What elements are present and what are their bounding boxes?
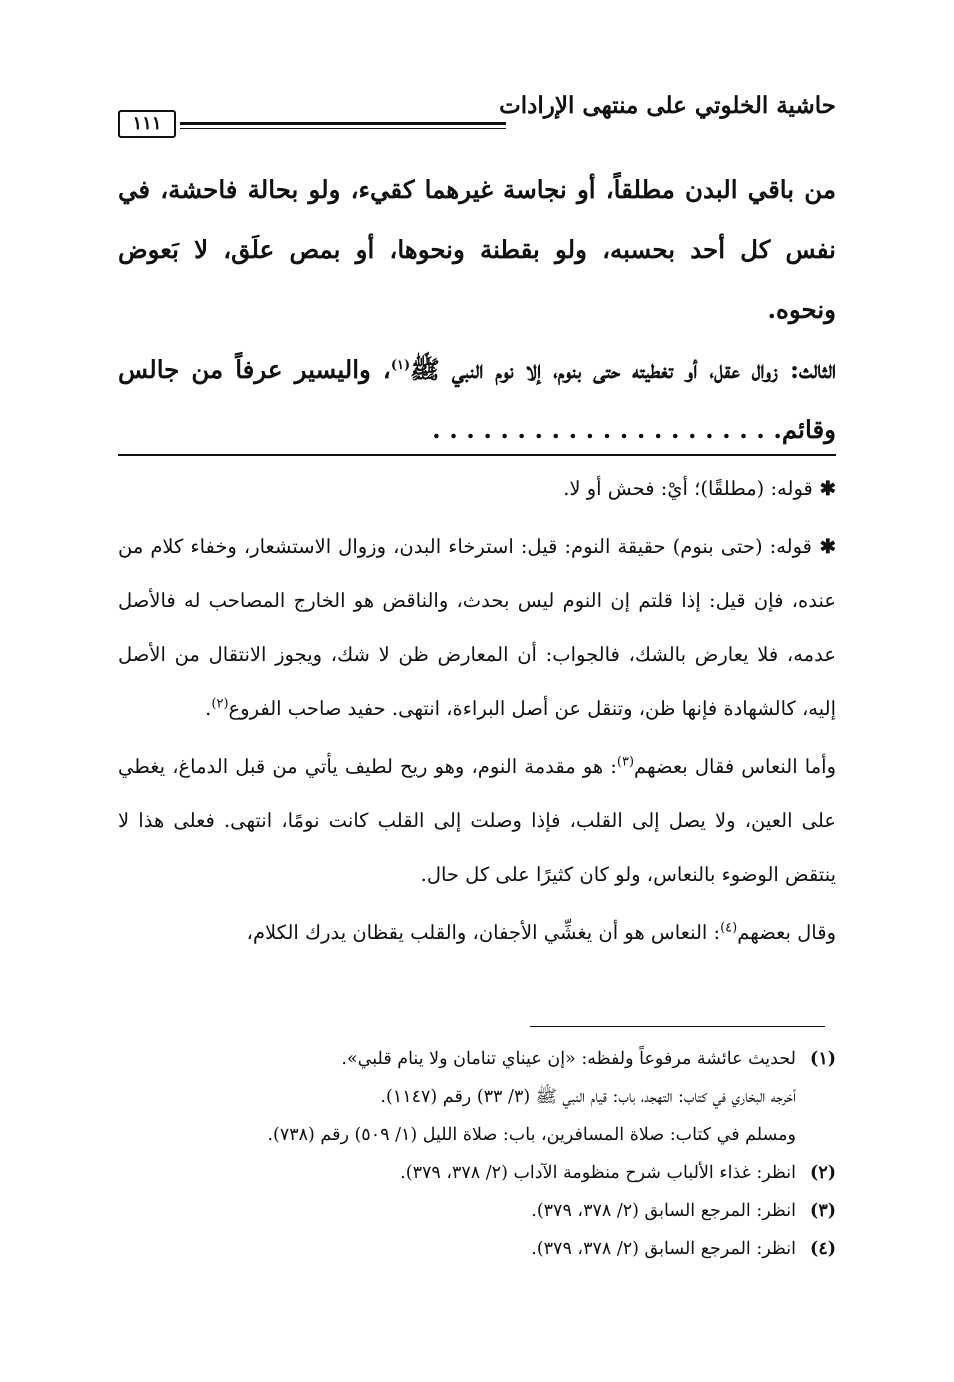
footnote-4 bbox=[118, 1230, 836, 1268]
commentary-2 bbox=[118, 520, 836, 736]
footnote-ref-2: (٢) bbox=[211, 696, 229, 712]
footnote-2-text: انظر: غذاء الألباب شرح منظومة الآداب (٢/ ٣٧٨، ٣٧٩). bbox=[400, 1163, 796, 1183]
commentary-4 bbox=[118, 906, 836, 960]
main-paragraph-1: من باقي البدن مطلقاً، أو نجاسة غيرهما كقيء، ولو بحالة فاحشة، في نفس كل أحد بحسبه، ولو بقطنة ونحوها، أو بمص علَق، لا بَعوض ونحوه. bbox=[118, 175, 836, 324]
separator-rule bbox=[118, 454, 836, 456]
dotted-leader: . . . . . . . . . . . . . . . . . . . . . bbox=[432, 415, 782, 444]
main-paragraph-2-rest: ، واليسير عرفاً من جالس وقائم bbox=[118, 355, 836, 444]
commentary-4-text: وقال بعضهم bbox=[737, 921, 836, 944]
footnote-1-text: لحديث عائشة مرفوعاً ولفظه: «إن عيناي تنامان ولا ينام قلبي». bbox=[341, 1049, 796, 1069]
commentary-3-rest: : هو مقدمة النوم، وهو ريح لطيف يأتي من قبل الدماغ، يغطي على العين، ولا يصل إلى القلب، فإذا وصلت إلى القلب كانت نومًا، انتهى. فعلى هذا لا ينتقض الوضوء بالنعاس، ولو كان كثيرًا على كل حال. bbox=[118, 755, 836, 886]
page-header bbox=[118, 92, 836, 142]
commentary-3 bbox=[118, 740, 836, 902]
period: . bbox=[205, 697, 212, 720]
footnote-1 bbox=[118, 1040, 836, 1078]
footnote-number: (٢) bbox=[810, 1163, 836, 1183]
footnote-number: (١) bbox=[810, 1049, 836, 1069]
main-paragraph-2-text: الثالث: زوال عقل، أو تغطيته حتى بنوم، إلا نوم النبي ﷺ bbox=[410, 355, 837, 384]
commentary bbox=[118, 462, 836, 960]
footnotes bbox=[118, 1040, 836, 1268]
footnote-rule bbox=[530, 1026, 825, 1027]
footnote-2 bbox=[118, 1154, 836, 1192]
footnote-3-text: انظر: المرجع السابق (٢/ ٣٧٨، ٣٧٩). bbox=[531, 1201, 796, 1221]
footnote-3 bbox=[118, 1192, 836, 1230]
running-title: حاشية الخلوتي على منتهى الإرادات bbox=[499, 92, 836, 119]
footnote-4-text: انظر: المرجع السابق (٢/ ٣٧٨، ٣٧٩). bbox=[531, 1239, 796, 1259]
commentary-4-rest: : النعاس هو أن يغشِّي الأجفان، والقلب يقظان يدرك الكلام، bbox=[246, 921, 721, 944]
footnote-number: (٣) bbox=[810, 1201, 836, 1221]
bullet-star-icon: ✱ bbox=[812, 477, 836, 500]
footnote-ref-4: (٤) bbox=[720, 920, 738, 936]
bullet-star-icon: ✱ bbox=[812, 535, 836, 558]
main-paragraph-2 bbox=[118, 340, 836, 460]
commentary-1 bbox=[118, 462, 836, 516]
footnote-ref-1: (١) bbox=[390, 357, 411, 373]
commentary-2-text: قوله: (حتى بنوم) حقيقة النوم: قيل: استرخاء البدن، وزوال الاستشعار، وخفاء كلام من عنده، فإن قيل: إذا قلتم إن النوم ليس بحدث، والناقض هو الخارج المصاحب له فالأصل عدمه، فلا يعارض بالشك، فالجواب: أن المعارض ظن لا شك، ويجوز الانتقال من الأصل إليه، كالشهادة فإنها ظن، وتنقل عن أصل البراءة، انتهى. حفيد صاحب الفروع bbox=[118, 535, 836, 720]
header-rule bbox=[180, 122, 506, 125]
main-text bbox=[118, 160, 836, 460]
footnote-ref-3: (٣) bbox=[616, 754, 635, 770]
footnote-number: (٤) bbox=[810, 1239, 836, 1259]
footnote-1-line-3: ومسلم في كتاب: صلاة المسافرين، باب: صلاة الليل (١/ ٥٠٩) رقم (٧٣٨). bbox=[267, 1125, 796, 1145]
commentary-3-text: وأما النعاس فقال بعضهم bbox=[634, 755, 836, 778]
footnote-1-line-2: أخرجه البخاري في كتاب: التهجد، باب: قيام النبي ﷺ (٣/ ٣٣) رقم (١١٤٧). bbox=[380, 1087, 796, 1107]
page-number: ١١١ bbox=[118, 110, 176, 138]
commentary-1-text: قوله: (مطلقًا)؛ أيْ: فحش أو لا. bbox=[563, 477, 813, 500]
header-rule-thin bbox=[180, 128, 506, 129]
